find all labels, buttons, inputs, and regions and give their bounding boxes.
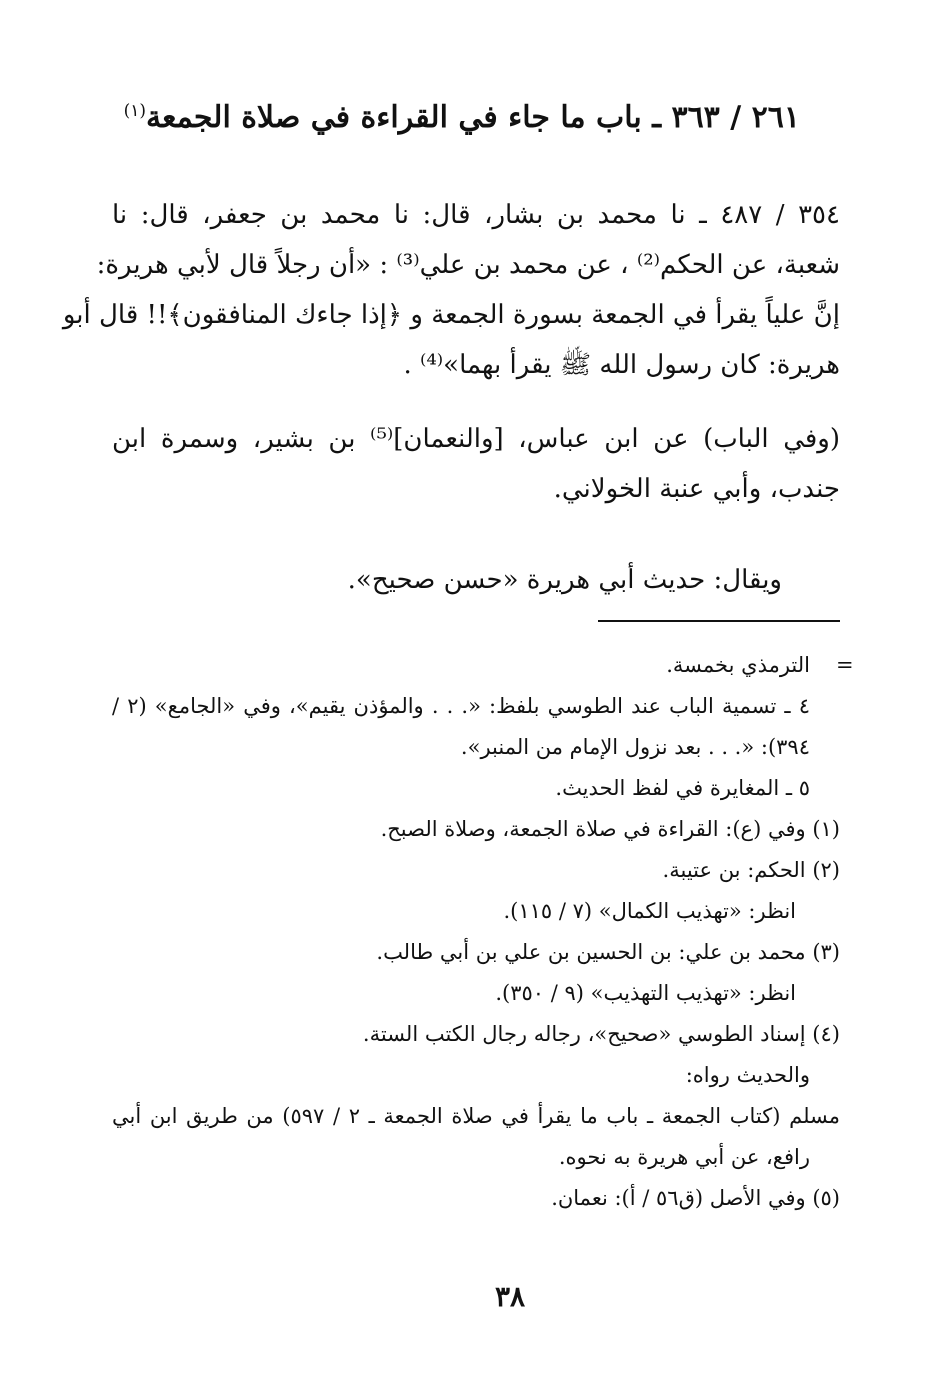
footnote-line: (٣) محمد بن علي: بن الحسين بن علي بن أبي طالب. xyxy=(376,940,840,964)
chapter-heading xyxy=(123,100,800,135)
footnote-line: مسلم (كتاب الجمعة ـ باب ما يقرأ في صلاة الجمعة ـ ٢ / ٥٩٧) من طريق ابن أبي xyxy=(112,1104,841,1128)
hadith-line: هريرة: كان رسول الله ﷺ يقرأ بهما»⁽⁴⁾ . xyxy=(403,350,840,380)
heading-footnote-mark: (١) xyxy=(123,101,147,121)
footnote-line: والحديث رواه: xyxy=(685,1063,810,1087)
chapter-heading-text: ٢٦١ / ٣٦٣ ـ باب ما جاء في القراءة في صلاة الجمعة xyxy=(146,100,800,135)
footnote-line: ٣٩٤): «. . . بعد نزول الإمام من المنبر». xyxy=(460,735,810,759)
footnote-line: رافع، عن أبي هريرة به نحوه. xyxy=(558,1145,810,1169)
footnote-line: انظر: «تهذيب التهذيب» (٩ / ٣٥٠). xyxy=(495,981,796,1005)
bab-line: جندب، وأبي عنبة الخولاني. xyxy=(553,474,840,504)
footnote-continuation-mark: = xyxy=(836,653,854,677)
bab-line: (وفي الباب) عن ابن عباس، [والنعمان]⁽⁵⁾ بن بشير، وسمرة ابن xyxy=(112,424,841,454)
footnote-line: انظر: «تهذيب الكمال» (٧ / ١١٥). xyxy=(503,899,796,923)
hadith-line: إنَّ علياً يقرأ في الجمعة بسورة الجمعة و ﴿إذا جاءك المنافقون﴾!! قال أبو xyxy=(62,300,840,330)
hadith-line: شعبة، عن الحكم⁽²⁾ ، عن محمد بن علي⁽³⁾ : «أن رجلاً قال لأبي هريرة: xyxy=(96,250,840,280)
footnote-line: (١) وفي (ع): القراءة في صلاة الجمعة، وصلاة الصبح. xyxy=(380,817,840,841)
hadith-paragraph xyxy=(62,190,840,390)
footnote-line: (٢) الحكم: بن عتيبة. xyxy=(662,858,840,882)
footnote-line: ٤ ـ تسمية الباب عند الطوسي بلفظ: «. . . والمؤذن يقيم»، وفي «الجامع» (٢ / xyxy=(112,694,810,718)
bab-paragraph xyxy=(112,414,840,514)
footnote-line: (٤) إسناد الطوسي «صحيح»، رجاله رجال الكتب الستة. xyxy=(362,1022,840,1046)
hadith-line: ٣٥٤ / ٤٨٧ ـ نا محمد بن بشار، قال: نا محمد بن جعفر، قال: نا xyxy=(112,200,840,230)
footnote-line: الترمذي بخمسة. xyxy=(666,653,810,677)
footnote-line: (٥) وفي الأصل (ق٥٦ / أ): نعمان. xyxy=(551,1186,840,1210)
footnote-line: ٥ ـ المغايرة في لفظ الحديث. xyxy=(555,776,810,800)
footnotes xyxy=(112,645,840,1219)
footnote-separator xyxy=(598,620,840,622)
grading-statement: ويقال: حديث أبي هريرة «حسن صحيح». xyxy=(347,565,782,595)
page-number: ٣٨ xyxy=(494,1280,526,1313)
